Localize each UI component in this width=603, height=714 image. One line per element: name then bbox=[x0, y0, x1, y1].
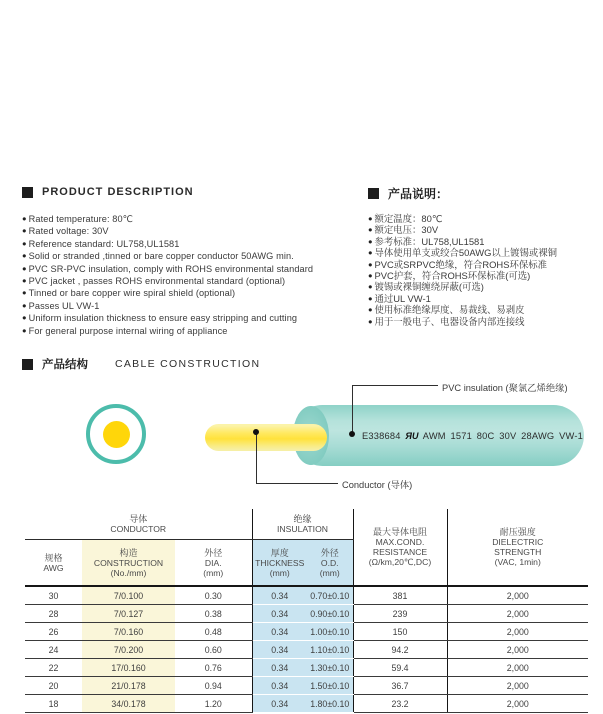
insulation-pointer-dot bbox=[349, 431, 355, 437]
od-cell: 0.90±0.10 bbox=[307, 605, 353, 623]
thickness-header-en: THICKNESS bbox=[255, 557, 305, 568]
list-item bbox=[22, 300, 313, 312]
list-item bbox=[368, 224, 557, 235]
construction-header-en: CONSTRUCTION bbox=[93, 557, 164, 568]
thickness-header-unit: (mm) bbox=[269, 567, 290, 578]
construction-cell: 7/0.200 bbox=[82, 641, 175, 659]
awg-header-cn: 规格 bbox=[44, 552, 63, 563]
resistance-cell: 239 bbox=[353, 605, 447, 623]
conductor-pointer-dot bbox=[253, 429, 259, 435]
thickness-cell: 0.34 bbox=[252, 695, 307, 713]
bullet-text: Rated voltage: 30V bbox=[28, 226, 109, 237]
bullet-icon: ● bbox=[368, 271, 373, 281]
resistance-cell: 150 bbox=[353, 623, 447, 641]
construction-cell: 7/0.160 bbox=[82, 623, 175, 641]
list-item bbox=[22, 287, 313, 299]
list-item bbox=[22, 250, 313, 262]
cable-print-legend bbox=[362, 431, 582, 441]
bullet-icon: ● bbox=[22, 300, 27, 310]
list-item bbox=[22, 213, 313, 225]
conductor-group-en: CONDUCTOR bbox=[110, 524, 167, 534]
bullet-text: Rated temperature: 80℃ bbox=[28, 214, 134, 224]
construction-title-cn: 产品结构 bbox=[42, 359, 88, 371]
dia-cell: 0.60 bbox=[175, 641, 252, 659]
od-cell: 0.70±0.10 bbox=[307, 586, 353, 605]
insulation-leader-line bbox=[352, 385, 353, 434]
resistance-cell: 94.2 bbox=[353, 641, 447, 659]
list-item bbox=[368, 259, 557, 270]
bullet-icon: ● bbox=[368, 214, 373, 223]
od-header-en: O.D. bbox=[320, 557, 339, 568]
thickness-cell: 0.34 bbox=[252, 586, 307, 605]
list-item bbox=[22, 225, 313, 237]
dia-cell: 0.76 bbox=[175, 659, 252, 677]
od-column-header bbox=[307, 540, 353, 587]
awg-cell: 20 bbox=[25, 677, 82, 695]
dia-cell: 0.48 bbox=[175, 623, 252, 641]
group-header-row bbox=[25, 509, 588, 540]
section-marker-icon bbox=[22, 359, 33, 370]
thickness-cell: 0.34 bbox=[252, 641, 307, 659]
ul-recognized-mark-icon: ЯU bbox=[405, 431, 419, 441]
dia-cell: 0.38 bbox=[175, 605, 252, 623]
od-header-cn: 外径 bbox=[320, 547, 339, 558]
bullet-text: For general purpose internal wiring of appliance bbox=[28, 325, 228, 336]
bullet-icon: ● bbox=[368, 236, 373, 246]
conductor-rod bbox=[205, 424, 327, 451]
bullet-text: 额定温度：80℃ bbox=[374, 213, 443, 224]
bullet-text: 通过UL VW-1 bbox=[374, 292, 431, 304]
product-notes-cn-heading bbox=[368, 185, 448, 202]
list-item bbox=[22, 275, 313, 287]
product-description-list bbox=[22, 213, 313, 337]
bullet-icon: ● bbox=[368, 316, 373, 326]
product-description-title: PRODUCT DESCRIPTION bbox=[42, 186, 194, 198]
table-row bbox=[25, 677, 588, 695]
awg-cell: 22 bbox=[25, 659, 82, 677]
awg-cell: 18 bbox=[25, 695, 82, 713]
thickness-cell: 0.34 bbox=[252, 677, 307, 695]
bullet-icon: ● bbox=[368, 293, 373, 303]
list-item bbox=[368, 247, 557, 258]
bullet-icon: ● bbox=[368, 305, 373, 315]
dielectric-header-en2: STRENGTH bbox=[494, 547, 542, 557]
wire-cross-section-conductor bbox=[103, 421, 130, 448]
dielectric-cell: 2,000 bbox=[447, 641, 588, 659]
thickness-column-header bbox=[252, 540, 307, 587]
construction-cell: 34/0.178 bbox=[82, 695, 175, 713]
dia-column-header bbox=[175, 540, 252, 587]
bullet-text: PVC SR-PVC insulation, comply with ROHS environmental standard bbox=[28, 263, 314, 274]
bullet-text: 镀锡或裸铜缠绕屏蔽(可选) bbox=[374, 281, 484, 293]
dielectric-header-unit: (VAC, 1min) bbox=[494, 557, 541, 567]
resistance-cell: 36.7 bbox=[353, 677, 447, 695]
resistance-header-en2: RESISTANCE bbox=[372, 547, 428, 557]
bullet-icon: ● bbox=[22, 325, 27, 335]
bullet-icon: ● bbox=[22, 226, 27, 236]
od-header-unit: (mm) bbox=[319, 567, 340, 578]
bullet-text: PVC jacket , passes ROHS environmental standard (optional) bbox=[28, 276, 286, 287]
bullet-icon: ● bbox=[22, 276, 27, 286]
conductor-group-header bbox=[25, 509, 252, 540]
dielectric-cell: 2,000 bbox=[447, 695, 588, 713]
resistance-header-en1: MAX.COND. bbox=[375, 537, 425, 547]
list-item bbox=[368, 236, 557, 247]
bullet-text: PVC或SRPVC绝缘，符合ROHS环保标准 bbox=[374, 258, 547, 270]
bullet-text: Tinned or bare copper wire spiral shield (optional) bbox=[28, 288, 236, 299]
bullet-text: Solid or stranded ,tinned or bare copper conductor 50AWG min. bbox=[28, 251, 294, 262]
bullet-text: Uniform insulation thickness to ensure easy stripping and cutting bbox=[28, 313, 298, 324]
resistance-cell: 59.4 bbox=[353, 659, 447, 677]
od-cell: 1.80±0.10 bbox=[307, 695, 353, 713]
construction-cell: 17/0.160 bbox=[82, 659, 175, 677]
bullet-icon: ● bbox=[22, 263, 27, 273]
resistance-header-unit: (Ω/km,20℃,DC) bbox=[368, 557, 432, 567]
insulation-group-cn: 绝缘 bbox=[293, 514, 312, 524]
list-item bbox=[368, 281, 557, 292]
list-item bbox=[368, 213, 557, 224]
bullet-text: PVC护套，符合ROHS环保标准(可选) bbox=[374, 270, 531, 282]
resistance-header-cn: 最大导体电阻 bbox=[372, 527, 427, 537]
conductor-leader-line bbox=[256, 433, 257, 483]
list-item bbox=[368, 316, 557, 327]
thickness-header-cn: 厚度 bbox=[270, 547, 289, 558]
od-cell: 1.50±0.10 bbox=[307, 677, 353, 695]
dia-cell: 1.20 bbox=[175, 695, 252, 713]
dielectric-column-header bbox=[447, 509, 588, 586]
dielectric-cell: 2,000 bbox=[447, 659, 588, 677]
table-row bbox=[25, 659, 588, 677]
table-row bbox=[25, 695, 588, 713]
insulation-group-en: INSULATION bbox=[277, 524, 328, 534]
bullet-text: Passes UL VW-1 bbox=[28, 300, 100, 311]
list-item bbox=[368, 304, 557, 315]
awg-column-header bbox=[25, 540, 82, 587]
dielectric-cell: 2,000 bbox=[447, 605, 588, 623]
conductor-leader-line bbox=[256, 483, 338, 484]
cable-construction-heading bbox=[22, 356, 260, 372]
resistance-column-header bbox=[353, 509, 447, 586]
bullet-text: 参考标准：UL758,UL1581 bbox=[374, 235, 485, 247]
section-marker-icon bbox=[368, 188, 379, 199]
construction-header-unit: (No./mm) bbox=[110, 567, 147, 578]
bullet-icon: ● bbox=[368, 282, 373, 292]
od-cell: 1.10±0.10 bbox=[307, 641, 353, 659]
resistance-cell: 381 bbox=[353, 586, 447, 605]
list-item bbox=[22, 238, 313, 250]
thickness-cell: 0.34 bbox=[252, 659, 307, 677]
resistance-cell: 23.2 bbox=[353, 695, 447, 713]
dia-header-cn: 外径 bbox=[204, 547, 223, 558]
bullet-icon: ● bbox=[22, 288, 27, 298]
dia-cell: 0.94 bbox=[175, 677, 252, 695]
table-row bbox=[25, 605, 588, 623]
bullet-text: 额定电压：30V bbox=[374, 224, 439, 236]
insulation-group-header bbox=[252, 509, 353, 540]
thickness-cell: 0.34 bbox=[252, 623, 307, 641]
product-notes-cn-title: 产品说明： bbox=[388, 187, 449, 201]
bullet-icon: ● bbox=[22, 238, 27, 248]
list-item bbox=[368, 293, 557, 304]
bullet-text: 导体使用单支或绞合50AWG以上镀锡或裸铜 bbox=[374, 247, 558, 259]
construction-cell: 7/0.127 bbox=[82, 605, 175, 623]
product-description-heading bbox=[22, 186, 194, 198]
construction-column-header bbox=[82, 540, 175, 587]
table-row bbox=[25, 641, 588, 659]
spec-table bbox=[25, 509, 588, 713]
insulation-leader-line bbox=[352, 385, 438, 386]
dielectric-cell: 2,000 bbox=[447, 623, 588, 641]
table-row bbox=[25, 586, 588, 605]
conductor-label: Conductor (导体) bbox=[342, 480, 413, 490]
list-item bbox=[368, 270, 557, 281]
dia-header-unit: (mm) bbox=[203, 567, 224, 578]
bullet-icon: ● bbox=[22, 313, 27, 323]
dia-cell: 0.30 bbox=[175, 586, 252, 605]
bullet-icon: ● bbox=[368, 248, 373, 258]
dielectric-cell: 2,000 bbox=[447, 677, 588, 695]
table-row bbox=[25, 623, 588, 641]
construction-cell: 7/0.100 bbox=[82, 586, 175, 605]
dia-header-en: DIA. bbox=[204, 557, 222, 568]
awg-cell: 28 bbox=[25, 605, 82, 623]
bullet-text: 使用标准绝缘厚度、易裁线、易剥皮 bbox=[374, 304, 525, 316]
bullet-icon: ● bbox=[368, 225, 373, 235]
bullet-text: Reference standard: UL758,UL1581 bbox=[28, 238, 180, 249]
bullet-icon: ● bbox=[22, 214, 27, 223]
thickness-cell: 0.34 bbox=[252, 605, 307, 623]
ul-file-number: E338684 bbox=[362, 431, 401, 441]
bullet-icon: ● bbox=[22, 251, 27, 261]
dielectric-header-en1: DIELECTRIC bbox=[492, 537, 544, 547]
conductor-group-cn: 导体 bbox=[129, 514, 148, 524]
construction-header-cn: 构造 bbox=[119, 547, 138, 558]
dielectric-header-cn: 耐压强度 bbox=[499, 527, 536, 537]
list-item bbox=[22, 325, 313, 337]
list-item bbox=[22, 263, 313, 275]
dielectric-cell: 2,000 bbox=[447, 586, 588, 605]
list-item bbox=[22, 312, 313, 324]
awg-cell: 30 bbox=[25, 586, 82, 605]
awg-cell: 26 bbox=[25, 623, 82, 641]
awm-legend: AWM 1571 80C 30V 28AWG VW-1 bbox=[422, 431, 584, 441]
od-cell: 1.30±0.10 bbox=[307, 659, 353, 677]
bullet-text: 用于一般电子、电器设备内部连接线 bbox=[374, 315, 525, 327]
section-marker-icon bbox=[22, 187, 33, 198]
product-notes-cn-list bbox=[368, 213, 557, 327]
od-cell: 1.00±0.10 bbox=[307, 623, 353, 641]
bullet-icon: ● bbox=[368, 259, 373, 269]
construction-cell: 21/0.178 bbox=[82, 677, 175, 695]
insulation-label: PVC insulation (聚氯乙烯绝缘) bbox=[442, 383, 568, 393]
construction-title-en: CABLE CONSTRUCTION bbox=[115, 358, 261, 370]
awg-header-en: AWG bbox=[43, 562, 64, 573]
awg-cell: 24 bbox=[25, 641, 82, 659]
